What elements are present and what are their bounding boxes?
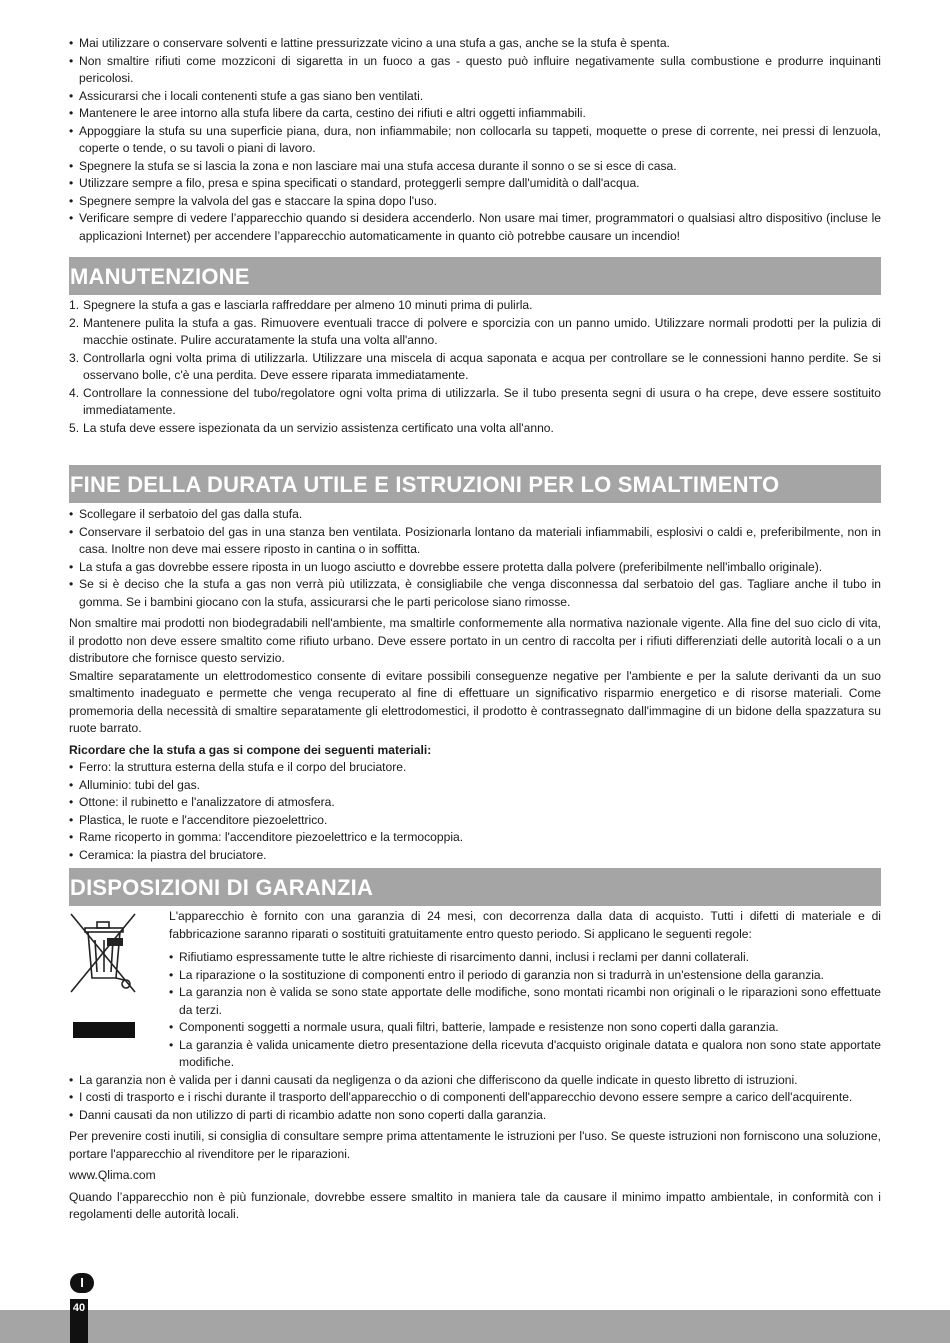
list-item: • La stufa a gas dovrebbe essere riposta in un luogo asciutto e dovrebbe essere protetta dalla polvere (preferibilmente nell'imballo originale).: [69, 559, 881, 577]
list-item: [69, 385, 881, 420]
warranty-text: [169, 908, 881, 1072]
disposal-heading: FINE DELLA DURATA UTILE E ISTRUZIONI PER LO SMALTIMENTO: [69, 465, 881, 503]
materials-list: [69, 759, 881, 864]
warranty-outer-list: [69, 1072, 881, 1125]
list-item: • Ceramica: la piastra del bruciatore.: [69, 847, 881, 865]
maintenance-list: [69, 297, 881, 437]
list-item: • Scollegare il serbatoio del gas dalla stufa.: [69, 506, 881, 524]
list-item: • La riparazione o la sostituzione di componenti entro il periodo di garanzia non si tradurrà in un'estensione della garanzia.: [169, 967, 881, 985]
list-item: • Mai utilizzare o conservare solventi e lattine pressurizzate vicino a una stufa a gas, anche se la stufa è spenta.: [69, 35, 881, 53]
list-item: • La garanzia è valida unicamente dietro presentazione della ricevuta d'acquisto originale datata e qualora non sono state apportate modifiche.: [169, 1037, 881, 1072]
list-item: • Se si è deciso che la stufa a gas non verrà più utilizzata, è consigliabile che venga disconnessa dal serbatoio del gas. Tagliare anche il tubo in gomma. Se i bambini giocano con la stufa, assicurarsi che le parti pericolose siano rimosse.: [69, 576, 881, 611]
item-number: 1.: [69, 298, 80, 312]
item-number: 4.: [69, 385, 80, 400]
list-item: • Rame ricoperto in gomma: l'accenditore piezoelettrico e la termocoppia.: [69, 829, 881, 847]
item-number: 2.: [69, 315, 80, 330]
black-bar: [73, 1022, 135, 1038]
disposal-paragraph: Smaltire separatamente un elettrodomestico consente di evitare possibili conseguenze negative per l'ambiente e per la salute derivanti da un suo smaltimento inadeguato e permette che venga recuperato al fine di effettuare un significativo risparmio energetico e di risorse materiali. Come promemoria della necessità di smaltire separatamente gli elettrodomestici, il prodotto è contrassegnato dall'immagine di un bidone della spazzatura su ruote barrato.: [69, 668, 881, 735]
warranty-paragraph: Quando l’apparecchio non è più funzionale, dovrebbe essere smaltito in maniera tale da causare il minimo impatto ambientale, in conformità con i regolamenti delle autorità locali.: [69, 1189, 881, 1221]
list-item: • Utilizzare sempre a filo, presa e spina specificati o standard, proteggerli sempre dall'umidità o dall'acqua.: [69, 175, 881, 193]
crossed-bin-icon: [69, 910, 139, 1018]
list-item: • Ferro: la struttura esterna della stufa e il corpo del bruciatore.: [69, 759, 881, 777]
list-item: • Spegnere sempre la valvola del gas e staccare la spina dopo l'uso.: [69, 193, 881, 211]
footer-bar: [0, 1310, 950, 1343]
list-item: • La garanzia non è valida se sono state apportate delle modifiche, sono montati ricambi non originali o le riparazioni sono effettuate da terzi.: [169, 984, 881, 1019]
crossed-bin-symbol: [69, 908, 169, 1072]
item-text: Controllare la connessione del tubo/regolatore ogni volta prima di utilizzarla. Se il tubo presenta segni di usura o ha crepe, deve essere sostituito immediatamente.: [83, 385, 881, 417]
item-number: 5.: [69, 420, 80, 435]
disposal-bullet-list: [69, 506, 881, 611]
list-item: • Spegnere la stufa se si lascia la zona e non lasciare mai una stufa accesa durante il sonno o se si esce di casa.: [69, 158, 881, 176]
list-item: • Mantenere le aree intorno alla stufa libere da carta, cestino dei rifiuti e altri oggetti infiammabili.: [69, 105, 881, 123]
warranty-paragraph: Per prevenire costi inutili, si consiglia di consultare sempre prima attentamente le istruzioni per l'uso. Se queste istruzioni non forniscono una soluzione, portare l'apparecchio al rivenditore per le riparazioni.: [69, 1129, 881, 1161]
document-page: [69, 35, 881, 1224]
intro-bullet-list: [69, 35, 881, 245]
item-text: Spegnere la stufa a gas e lasciarla raffreddare per almeno 10 minuti prima di pulirla.: [83, 298, 533, 312]
list-item: • La garanzia non è valida per i danni causati da negligenza o da azioni che differiscono da quelle indicate in questo libretto di istruzioni.: [69, 1072, 881, 1090]
list-item: [69, 350, 881, 385]
warranty-block: [69, 908, 881, 1072]
disposal-paragraph: Non smaltire mai prodotti non biodegradabili nell'ambiente, ma smaltirle conformemente alla normativa nazionale vigente. Alla fine del suo ciclo di vita, il prodotto non deve essere smaltito come rifiuto urbano. Deve essere portato in un centro di raccolta per i rifiuti differenziati delle autorità locali o a un distributore che fornisce questo servizio.: [69, 616, 881, 665]
list-item: • Plastica, le ruote e l'accenditore piezoelettrico.: [69, 812, 881, 830]
page-number: 40: [70, 1299, 88, 1343]
warranty-intro: L'apparecchio è fornito con una garanzia di 24 mesi, con decorrenza dalla data di acquisto. Tutti i difetti di materiale e di fabbricazione saranno riparati o sostituiti gratuitamente entro questo periodo. Si applicano le seguenti regole:: [169, 909, 881, 941]
list-item: • Appoggiare la stufa su una superficie piana, dura, non infiammabile; non collocarla su tappeti, moquette o prese di corrente, nei pressi di lenzuola, coperte o tende, o su tavoli o piani di lavoro.: [69, 123, 881, 158]
list-item: • Verificare sempre di vedere l’apparecchio quando si desidera accenderlo. Non usare mai timer, programmatori o qualsiasi altro dispositivo (incluse le applicazioni Internet) per accendere l’apparecchio automaticamente in quanto ciò potrebbe causare un incendio!: [69, 210, 881, 245]
list-item: • Non smaltire rifiuti come mozziconi di sigaretta in un fuoco a gas - questo può influire negativamente sulla combustione e produrre inquinanti pericolosi.: [69, 53, 881, 88]
list-item: [69, 420, 881, 438]
list-item: • Conservare il serbatoio del gas in una stanza ben ventilata. Posizionarla lontano da materiali infiammabili, esplosivi o caldi e, preferibilmente, non in casa. Inoltre non deve mai essere riposto in cantina o in soffitta.: [69, 524, 881, 559]
list-item: • Alluminio: tubi del gas.: [69, 777, 881, 795]
warranty-inner-list: [169, 949, 881, 1072]
list-item: • Danni causati da non utilizzo di parti di ricambio adatte non sono coperti dalla garanzia.: [69, 1107, 881, 1125]
list-item: • I costi di trasporto e i rischi durante il trasporto dell'apparecchio o di componenti dell'apparecchio devono essere sempre a carico dell'acquirente.: [69, 1089, 881, 1107]
language-badge: I: [70, 1273, 94, 1293]
list-item: • Rifiutiamo espressamente tutte le altre richieste di risarcimento danni, inclusi i reclami per danni collaterali.: [169, 949, 881, 967]
list-item: [69, 315, 881, 350]
item-text: Mantenere pulita la stufa a gas. Rimuovere eventuali tracce di polvere e sporcizia con un panno umido. Utilizzare normali prodotti per la pulizia di macchie ostinate. Pulire accuratamente la stufa una volta all'anno.: [83, 315, 881, 347]
item-number: 3.: [69, 350, 80, 365]
item-text: La stufa deve essere ispezionata da un servizio assistenza certificato una volta all'anno.: [83, 420, 554, 435]
maintenance-heading: MANUTENZIONE: [69, 257, 881, 295]
warranty-heading: DISPOSIZIONI DI GARANZIA: [69, 868, 881, 906]
item-text: Controllarla ogni volta prima di utilizzarla. Utilizzare una miscela di acqua saponata e acqua per controllare se le connessioni hanno perdite. Se si osservano bolle, c'è una perdita. Deve essere riparata immediatamente.: [83, 350, 881, 382]
list-item: [69, 297, 881, 315]
list-item: • Ottone: il rubinetto e l'analizzatore di atmosfera.: [69, 794, 881, 812]
list-item: • Componenti soggetti a normale usura, quali filtri, batterie, lampade e resistenze non sono coperti dalla garanzia.: [169, 1019, 881, 1037]
materials-heading: Ricordare che la stufa a gas si compone dei seguenti materiali:: [69, 742, 432, 757]
website-link[interactable]: www.Qlima.com: [69, 1168, 156, 1182]
list-item: • Assicurarsi che i locali contenenti stufe a gas siano ben ventilati.: [69, 88, 881, 106]
